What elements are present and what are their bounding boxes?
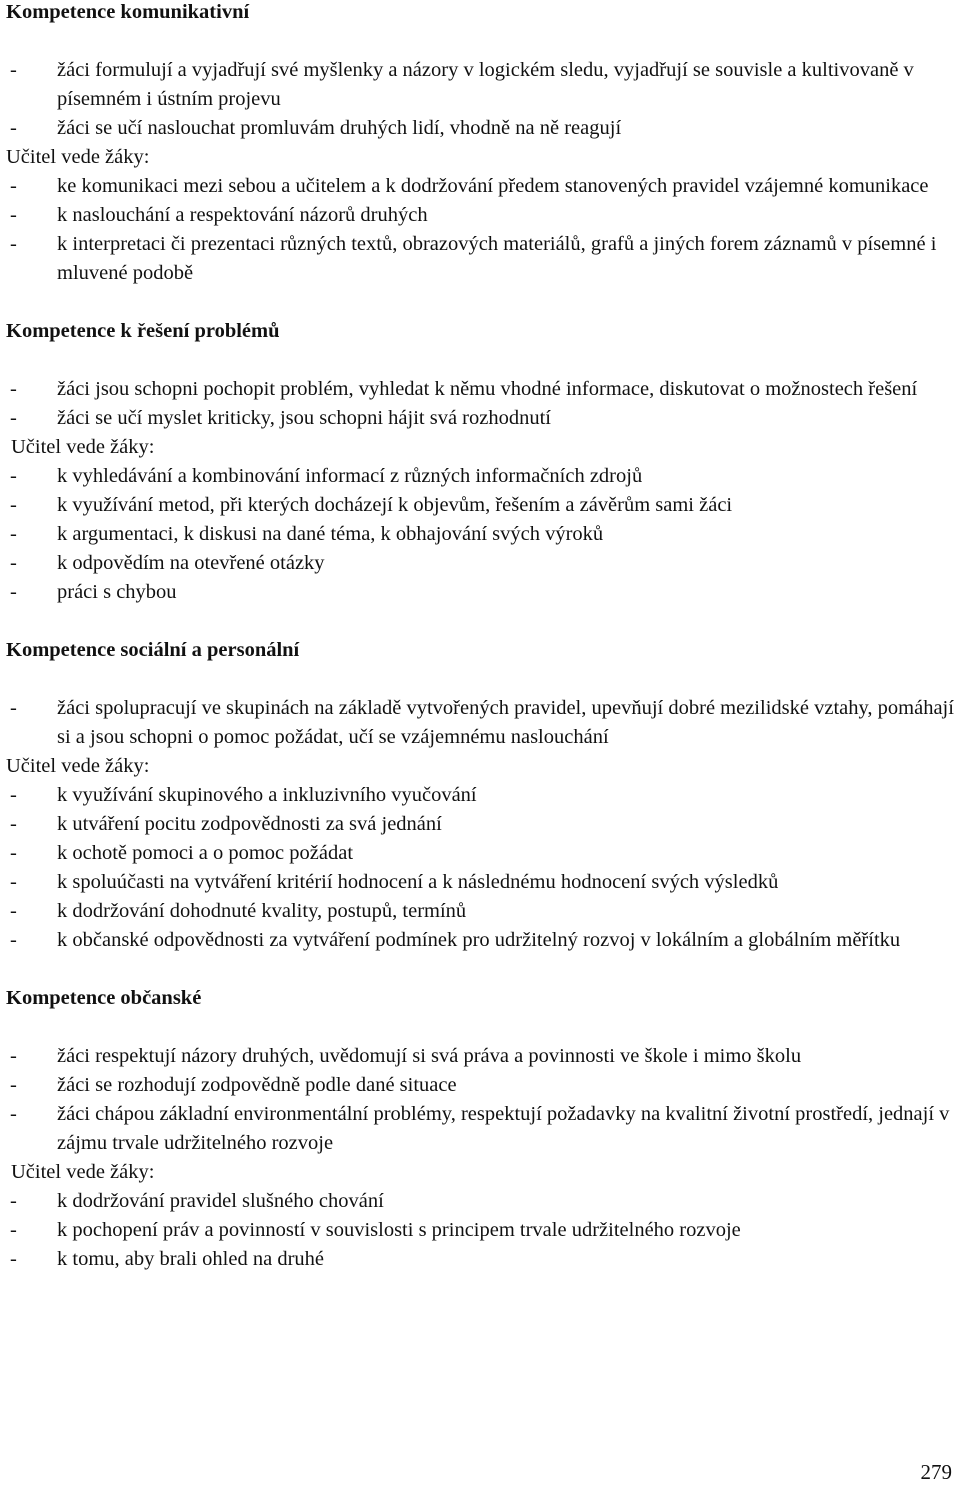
list-item: - k využívání skupinového a inkluzivního vyučování <box>10 784 477 806</box>
list-item: - k občanské odpovědnosti za vytváření podmínek pro udržitelný rozvoj v lokálním a globálním měřítku <box>10 929 901 951</box>
list-item: - práci s chybou <box>10 581 177 603</box>
teacher-label: Učitel vede žáky: <box>11 1161 155 1183</box>
list-item: - k tomu, aby brali ohled na druhé <box>10 1248 325 1270</box>
list-item: - k dodržování pravidel slušného chování <box>10 1190 384 1212</box>
list-item: - k dodržování dohodnuté kvality, postupů, termínů <box>10 900 467 922</box>
list-item: - žáci se učí myslet kriticky, jsou schopni hájit svá rozhodnutí <box>10 407 551 429</box>
list-item: - k argumentaci, k diskusi na dané téma, k obhajování svých výroků <box>10 523 604 545</box>
student-list <box>6 375 956 433</box>
section-heading: Kompetence k řešení problémů <box>6 320 280 342</box>
list-item: - žáci formulují a vyjadřují své myšlenky a názory v logickém sledu, vyjadřují se souvisle a kultivovaně v písemném i ústním projevu <box>10 59 914 110</box>
page-number: 279 <box>920 1460 952 1484</box>
list-item: - žáci respektují názory druhých, uvědomují si svá práva a povinnosti ve škole i mimo školu <box>10 1045 802 1067</box>
list-item: - žáci chápou základní environmentální problémy, respektují požadavky na kvalitní životní prostředí, jednají v zájmu trvale udržitelného rozvoje <box>10 1103 950 1154</box>
list-item: - k naslouchání a respektování názorů druhých <box>10 204 428 226</box>
teacher-list <box>6 172 956 288</box>
section-problem-solving <box>6 317 956 607</box>
list-item: - k pochopení práv a povinností v souvislosti s principem trvale udržitelného rozvoje <box>10 1219 741 1241</box>
teacher-label: Učitel vede žáky: <box>6 755 150 777</box>
list-item: - ke komunikaci mezi sebou a učitelem a k dodržování předem stanovených pravidel vzájemné komunikace <box>10 175 929 197</box>
list-item: - k spoluúčasti na vytváření kritérií hodnocení a k následnému hodnocení svých výsledků <box>10 871 779 893</box>
list-item: - žáci se učí naslouchat promluvám druhých lidí, vhodně na ně reagují <box>10 117 622 139</box>
section-communicative <box>6 0 956 288</box>
section-heading: Kompetence občanské <box>6 987 202 1009</box>
list-item: - k utváření pocitu zodpovědnosti za svá jednání <box>10 813 442 835</box>
list-item: - k využívání metod, při kterých docházejí k objevům, řešením a závěrům sami žáci <box>10 494 733 516</box>
list-item: - k vyhledávání a kombinování informací z různých informačních zdrojů <box>10 465 643 487</box>
section-social-personal <box>6 636 956 955</box>
section-heading: Kompetence sociální a personální <box>6 639 300 661</box>
student-list <box>6 694 956 752</box>
teacher-list <box>6 462 956 607</box>
teacher-list <box>6 781 956 955</box>
student-list <box>6 56 956 143</box>
list-item: - k ochotě pomoci a o pomoc požádat <box>10 842 354 864</box>
section-heading: Kompetence komunikativní <box>6 1 250 23</box>
list-item: - žáci spolupracují ve skupinách na základě vytvořených pravidel, upevňují dobré mezilidské vztahy, pomáhají si a jsou schopni o pomoc požádat, učí se vzájemnému naslouchání <box>10 697 954 748</box>
teacher-label: Učitel vede žáky: <box>11 436 155 458</box>
teacher-label: Učitel vede žáky: <box>6 146 150 168</box>
list-item: - k odpovědím na otevřené otázky <box>10 552 325 574</box>
section-civic <box>6 984 956 1274</box>
list-item: - žáci se rozhodují zodpovědně podle dané situace <box>10 1074 457 1096</box>
list-item: - žáci jsou schopni pochopit problém, vyhledat k němu vhodné informace, diskutovat o možnostech řešení <box>10 378 918 400</box>
student-list <box>6 1042 956 1158</box>
document-page <box>6 0 956 1303</box>
teacher-list <box>6 1187 956 1274</box>
list-item: - k interpretaci či prezentaci různých textů, obrazových materiálů, grafů a jiných forem záznamů v písemné i mluvené podobě <box>10 233 937 284</box>
